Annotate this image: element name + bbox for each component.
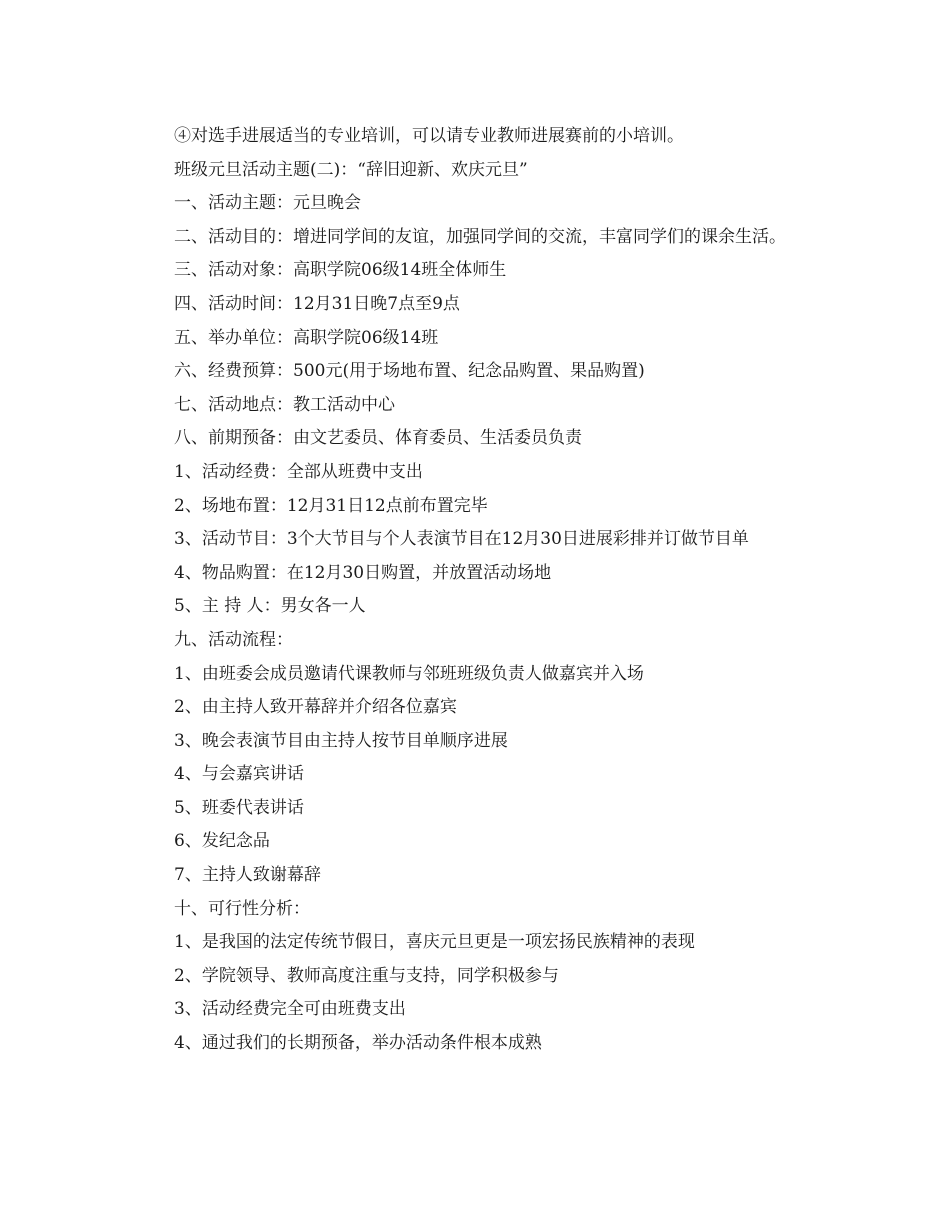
paragraph-feasibility: 十、可行性分析： bbox=[174, 898, 310, 919]
list-item-process-6: 6、发纪念品 bbox=[174, 831, 270, 852]
paragraph-theme-two: 班级元旦活动主题(二)：“辞旧迎新、欢庆元旦” bbox=[174, 159, 528, 180]
list-item-process-5: 5、班委代表讲话 bbox=[174, 797, 304, 818]
paragraph-preparation: 八、前期预备：由文艺委员、体育委员、生活委员负责 bbox=[174, 428, 582, 449]
paragraph-activity-theme: 一、活动主题：元旦晚会 bbox=[174, 193, 361, 214]
list-item-feasibility-1: 1、是我国的法定传统节假日，喜庆元旦更是一项宏扬民族精神的表现 bbox=[174, 932, 695, 953]
list-item-prep-1: 1、活动经费：全部从班费中支出 bbox=[174, 461, 423, 482]
paragraph-process: 九、活动流程： bbox=[174, 629, 293, 650]
list-item-process-1: 1、由班委会成员邀请代课教师与邻班班级负责人做嘉宾并入场 bbox=[174, 663, 644, 684]
paragraph-organizer: 五、举办单位：高职学院06级14班 bbox=[174, 327, 439, 348]
paragraph-activity-audience: 三、活动对象：高职学院06级14班全体师生 bbox=[174, 260, 507, 281]
paragraph-activity-time: 四、活动时间：12月31日晚7点至9点 bbox=[174, 293, 460, 314]
list-item-feasibility-4: 4、通过我们的长期预备，举办活动条件根本成熟 bbox=[174, 1033, 542, 1054]
paragraph-budget: 六、经费预算：500元(用于场地布置、纪念品购置、果品购置) bbox=[174, 361, 645, 382]
list-item-prep-5: 5、主 持 人：男女各一人 bbox=[174, 596, 366, 617]
list-item-prep-3: 3、活动节目：3个大节目与个人表演节目在12月30日进展彩排并订做节目单 bbox=[174, 529, 749, 550]
list-item-process-3: 3、晚会表演节目由主持人按节目单顺序进展 bbox=[174, 730, 508, 751]
list-item-process-7: 7、主持人致谢幕辞 bbox=[174, 865, 321, 886]
list-item-process-4: 4、与会嘉宾讲话 bbox=[174, 764, 304, 785]
paragraph-activity-purpose: 二、活动目的：增进同学间的友谊，加强同学间的交流，丰富同学们的课余生活。 bbox=[174, 226, 786, 247]
list-item-prep-4: 4、物品购置：在12月30日购置，并放置活动场地 bbox=[174, 562, 552, 583]
list-item-feasibility-3: 3、活动经费完全可由班费支出 bbox=[174, 999, 406, 1020]
document-body bbox=[140, 120, 820, 1061]
list-item-prep-2: 2、场地布置：12月31日12点前布置完毕 bbox=[174, 495, 488, 516]
list-item-process-2: 2、由主持人致开幕辞并介绍各位嘉宾 bbox=[174, 697, 457, 718]
paragraph-training-note: ④对选手进展适当的专业培训，可以请专业教师进展赛前的小培训。 bbox=[174, 126, 684, 146]
list-item-feasibility-2: 2、学院领导、教师高度注重与支持，同学积极参与 bbox=[174, 965, 559, 986]
paragraph-location: 七、活动地点：教工活动中心 bbox=[174, 394, 395, 415]
